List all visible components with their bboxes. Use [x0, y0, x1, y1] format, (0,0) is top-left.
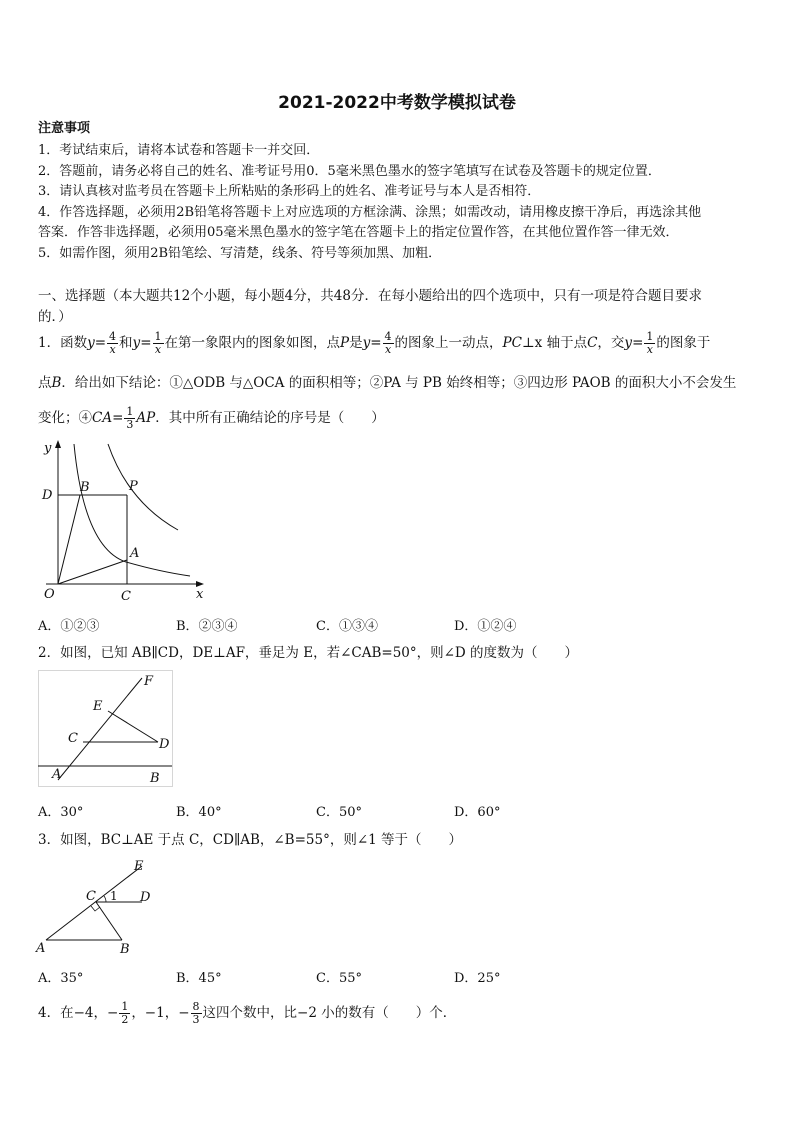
q3-figure: [34, 856, 164, 956]
segment-OB: [58, 495, 80, 584]
label-B: B: [150, 771, 160, 786]
q1-fraction: $\frac{4}{x}$: [109, 330, 117, 356]
q1-text: =: [140, 335, 152, 351]
label-A: A: [52, 767, 62, 782]
q1-text: 1．函数: [38, 335, 88, 351]
label-B: B: [80, 480, 90, 495]
q2-text: 2．如图，已知 AB∥CD，DE⊥AF，垂足为 E，若∠CAB=50°，则∠D 的度数为（ ）: [38, 645, 579, 661]
q4-fraction: $\frac{8}{3}$: [192, 1000, 200, 1026]
q1-fraction: $\frac{1}{x}$: [646, 330, 654, 356]
page-title: 2021-2022中考数学模拟试卷: [278, 93, 516, 113]
q1-line-1: [38, 330, 710, 356]
curve-y-4-over-x: [108, 444, 178, 530]
label-A: A: [130, 546, 140, 561]
q1-option-a[interactable]: A．①②③: [38, 619, 100, 634]
q3-option-b[interactable]: B．45°: [176, 971, 222, 986]
q1-text: 是: [349, 335, 363, 351]
segment-ED: [108, 711, 158, 742]
q1-figure: [36, 436, 216, 606]
label-E: E: [134, 859, 144, 874]
label-A: A: [36, 941, 46, 956]
segment-CB: [96, 902, 122, 940]
note-item-4: 4．作答选择题，必须用2B铅笔将答题卡上对应选项的方框涂满、涂黑；如需改动，请用橡皮擦干净后，再选涂其他: [38, 205, 702, 220]
label-y: y: [44, 441, 52, 456]
q1-text: =: [370, 335, 382, 351]
notes-heading: 注意事项: [38, 121, 91, 136]
note-item-5: 5．如需作图，须用2B铅笔绘、写清楚，线条、符号等须加黑、加粗．: [38, 246, 442, 261]
q1-fraction: $\frac{1}{3}$: [126, 405, 134, 431]
note-item-3: 3．请认真核对监考员在答题卡上所粘贴的条形码上的姓名、准考证号与本人是否相符．: [38, 184, 541, 199]
q3-option-d[interactable]: D．25°: [454, 971, 501, 986]
label-E: E: [93, 699, 103, 714]
q1-fraction: $\frac{4}{x}$: [384, 330, 392, 356]
label-F: F: [144, 674, 154, 689]
q1-var: y: [362, 335, 371, 351]
label-P: P: [129, 479, 138, 494]
note-item-4-cont: 答案．作答非选择题，必须用05毫米黑色墨水的签字笔在答题卡上的指定位置作答，在其他位置作答一律无效．: [38, 225, 679, 240]
line-AF: [58, 678, 142, 780]
q1-text: =: [632, 335, 644, 351]
q1-var: C: [587, 335, 598, 351]
q1-line-2: 点B．给出如下结论：①△ODB 与△OCA 的面积相等；②PA 与 PB 始终相等；③四边形 PAOB 的面积大小不会发生: [38, 375, 737, 391]
y-axis-arrow: [55, 440, 61, 448]
q1-var: PC: [502, 335, 522, 351]
q1-text: 的图象上一动点，: [394, 335, 503, 351]
q4-fraction: $\frac{1}{2}$: [121, 1000, 129, 1026]
q1-text: ，交: [597, 335, 625, 351]
q1-var: y: [624, 335, 633, 351]
q1-option-c[interactable]: C．①③④: [316, 619, 378, 634]
q1-option-b[interactable]: B．②③④: [176, 619, 238, 634]
label-D: D: [140, 890, 151, 905]
q2-option-b[interactable]: B．40°: [176, 805, 222, 820]
q3-option-a[interactable]: A．35°: [38, 971, 84, 986]
q1-text: 和: [119, 335, 133, 351]
q4-text: 4．在−4，− $\frac{1}{2}$ ，−1，− $\frac{8}{3}$ 这四个数中，比−2 小的数有（ ）个．: [38, 1000, 457, 1026]
label-C: C: [68, 731, 78, 746]
q1-text: =: [94, 335, 107, 351]
label-C: C: [121, 589, 131, 604]
label-O: O: [44, 587, 55, 602]
q3-option-c[interactable]: C．55°: [316, 971, 362, 986]
q2-option-a[interactable]: A．30°: [38, 805, 84, 820]
label-C: C: [86, 889, 96, 904]
section-heading-cont: 的．）: [38, 309, 72, 325]
q1-line-3: 变化；④CA= $\frac{1}{3}$ AP．其中所有正确结论的序号是（ ）: [38, 405, 385, 431]
q1-text: 的图象于: [656, 335, 711, 351]
q2-figure: [38, 670, 178, 790]
q1-var: P: [340, 335, 350, 351]
note-item-2: 2．答题前，请务必将自己的姓名、准考证号用0．5毫米黑色墨水的签字笔填写在试卷及答题卡的规定位置．: [38, 164, 661, 179]
q2-option-c[interactable]: C．50°: [316, 805, 362, 820]
q2-option-d[interactable]: D．60°: [454, 805, 501, 820]
q1-text: ⊥x 轴于点: [521, 335, 588, 351]
section-heading: 一、选择题（本大题共12个小题，每小题4分，共48分．在每小题给出的四个选项中，只有一项是符合题目要求: [38, 288, 702, 304]
label-D: D: [42, 488, 53, 503]
q1-option-d[interactable]: D．①②④: [454, 619, 517, 634]
label-D: D: [159, 737, 170, 752]
q1-fraction: $\frac{1}{x}$: [154, 330, 162, 356]
q1-var: y: [87, 335, 95, 351]
q1-var: y: [132, 335, 141, 351]
label-B: B: [120, 942, 130, 956]
label-1: 1: [110, 889, 118, 903]
q3-text: 3．如图，BC⊥AE 于点 C，CD∥AB，∠B=55°，则∠1 等于（ ）: [38, 832, 463, 848]
label-x: x: [196, 587, 204, 602]
segment-OA: [58, 560, 127, 584]
angle-1-arc: [104, 896, 106, 902]
q1-text: 在第一象限内的图象如图，点: [164, 335, 340, 351]
note-item-1: 1．考试结束后，请将本试卷和答题卡一并交回．: [38, 143, 320, 158]
